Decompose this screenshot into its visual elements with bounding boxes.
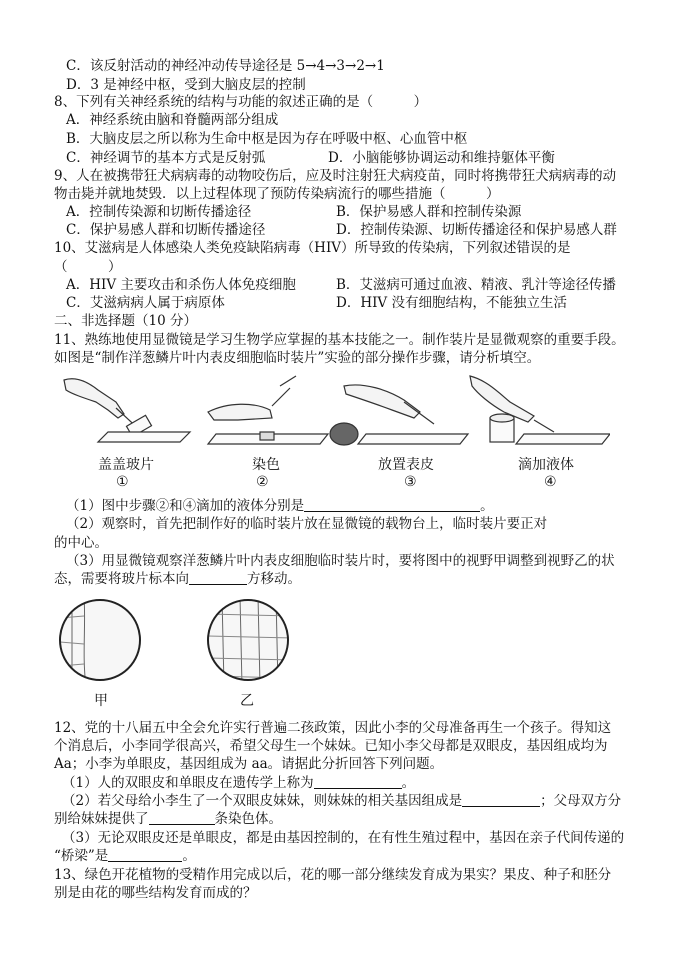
field-yi-label: 乙 — [240, 693, 254, 709]
q12-sub3-end: 。 — [182, 848, 196, 864]
q11-stem-line2: 如图是“制作洋葱鳞片叶内表皮细胞临时装片”实验的部分操作步骤，请分析填空。 — [54, 350, 541, 366]
microscope-fields-figure — [58, 596, 308, 714]
q8-option-d: D．小脑能够协调运动和维持躯体平衡 — [328, 150, 555, 166]
q9-option-b: B．保护易感人群和控制传染源 — [336, 204, 522, 220]
q11-sub1 — [66, 497, 494, 515]
q11-sub1-text: （1）图中步骤②和④滴加的液体分别是 — [66, 498, 305, 514]
q7-option-c: C．该反射活动的神经冲动传导途径是 5→4→3→2→1 — [66, 58, 385, 74]
q10-stem-line1: 10、艾滋病是人体感染人类免疫缺陷病毒（HIV）所导致的传染病，下列叙述错误的是 — [54, 240, 571, 256]
step-4-label: 滴加液体 — [518, 457, 574, 473]
q11-sub1-blank[interactable] — [304, 498, 480, 512]
q11-sub3-line1: （3）用显微镜观察洋葱鳞片叶内表皮细胞临时装片时，要将图中的视野甲调整到视野乙的状 — [66, 553, 615, 569]
q11-stem-line1: 11、熟练地使用显微镜是学习生物学应掌握的基本技能之一。制作装片是显微观察的重要手段。 — [54, 332, 625, 348]
q10-option-d: D．HIV 没有细胞结构，不能独立生活 — [336, 295, 567, 311]
q9-stem-line2: 物击毙并就地焚毁．以上过程体现了预防传染病流行的哪些措施（ ） — [54, 186, 500, 202]
procedure-steps-figure — [58, 372, 610, 496]
q12-sub2-blank[interactable] — [462, 793, 540, 807]
q10-stem-line2: （ ） — [54, 259, 122, 275]
step-1-number: ① — [116, 474, 129, 490]
q12-sub1-text: （1）人的双眼皮和单眼皮在遗传学上称为 — [62, 775, 314, 791]
q9-option-a: A．控制传染源和切断传播途径 — [66, 204, 252, 220]
q12-line2: 个消息后，小李同学很高兴，希望父母生一个妹妹。已知小李父母都是双眼皮，基因组成均为 — [54, 738, 608, 754]
q11-sub3-end: 方移动。 — [247, 571, 301, 587]
q13-line1: 13、绿色开花植物的受精作用完成以后，花的哪一部分继续发育成为果实？果皮、种子和胚分 — [54, 867, 612, 883]
q12-sub3-blank[interactable] — [108, 848, 182, 862]
q12-sub2-end: 条染色体。 — [214, 811, 282, 827]
q12-sub3-text: “桥梁”是 — [54, 848, 109, 864]
q8-option-b: B．大脑皮层之所以称为生命中枢是因为存在呼吸中枢、心血管中枢 — [66, 131, 468, 147]
q12-sub2-text2: 别给妹妹提供了 — [54, 811, 149, 827]
field-jia-label: 甲 — [94, 693, 108, 709]
step-2-number: ② — [256, 474, 269, 490]
step-3-label: 放置表皮 — [378, 457, 434, 473]
procedure-illustration — [58, 372, 610, 452]
q12-sub2-cont: ；父母双方分 — [540, 793, 622, 809]
q7-option-d: D．3 是神经中枢，受到大脑皮层的控制 — [66, 77, 306, 93]
q12-sub3-line1: （3）无论双眼皮还是单眼皮，都是由基因控制的，在有性生殖过程中，基因在亲子代间传递的 — [62, 830, 625, 846]
q12-sub1-blank[interactable] — [314, 775, 402, 789]
q12-sub2-line1 — [62, 792, 621, 810]
q11-sub3-line2 — [54, 570, 301, 588]
q12-line3: Aa；小李为单眼皮，基因组成为 aa。请据此分折回答下列问题。 — [54, 756, 444, 772]
q12-sub1 — [62, 774, 415, 792]
q12-line1: 12、党的十八届五中全会允许实行普遍二孩政策，因此小李的父母准备再生一个孩子。得知这 — [54, 720, 612, 736]
q13-line2: 别是由花的哪些结构发育而成的？ — [54, 885, 257, 901]
q12-sub1-end: 。 — [401, 775, 416, 791]
q8-option-c: C．神经调节的基本方式是反射弧 — [66, 150, 266, 166]
q11-sub2-line2: 的中心。 — [54, 535, 108, 551]
section-heading: 二、非选择题（10 分） — [54, 313, 197, 329]
fields-illustration — [58, 596, 308, 686]
step-2-label: 染色 — [252, 457, 280, 473]
q8-option-a: A．神经系统由脑和脊髓两部分组成 — [66, 112, 279, 128]
q9-option-c: C．保护易感人群和切断传播途径 — [66, 222, 266, 238]
q11-sub1-end: 。 — [480, 498, 494, 514]
q11-sub3-blank[interactable] — [189, 571, 247, 585]
q12-sub3-line2 — [54, 847, 196, 865]
q12-sub2-blank2[interactable] — [149, 811, 215, 825]
step-3-number: ③ — [404, 474, 417, 490]
step-4-number: ④ — [544, 474, 557, 490]
q10-option-a: A．HIV 主要攻击和杀伤人体免疫细胞 — [66, 277, 296, 293]
step-1-label: 盖盖玻片 — [98, 457, 154, 473]
q11-sub3-text: 态，需要将玻片标本向 — [54, 571, 189, 587]
q12-sub2-text: （2）若父母给小李生了一个双眼皮妹妹，则妹妹的相关基因组成是 — [62, 793, 463, 809]
q11-sub2-line1: （2）观察时，首先把制作好的临时装片放在显微镜的载物台上，临时装片要正对 — [66, 516, 548, 532]
q12-sub2-line2 — [54, 810, 282, 828]
q9-option-d: D．控制传染源、切断传播途径和保护易感人群 — [336, 222, 617, 238]
q9-stem-line1: 9、人在被携带狂犬病病毒的动物咬伤后，应及时注射狂犬病疫苗，同时将携带狂犬病病毒的动 — [54, 168, 617, 184]
q10-option-b: B．艾滋病可通过血液、精液、乳汁等途径传播 — [336, 277, 616, 293]
q10-option-c: C．艾滋病病人属于病原体 — [66, 295, 225, 311]
q8-stem: 8、下列有关神经系统的结构与功能的叙述正确的是（ ） — [54, 94, 428, 110]
